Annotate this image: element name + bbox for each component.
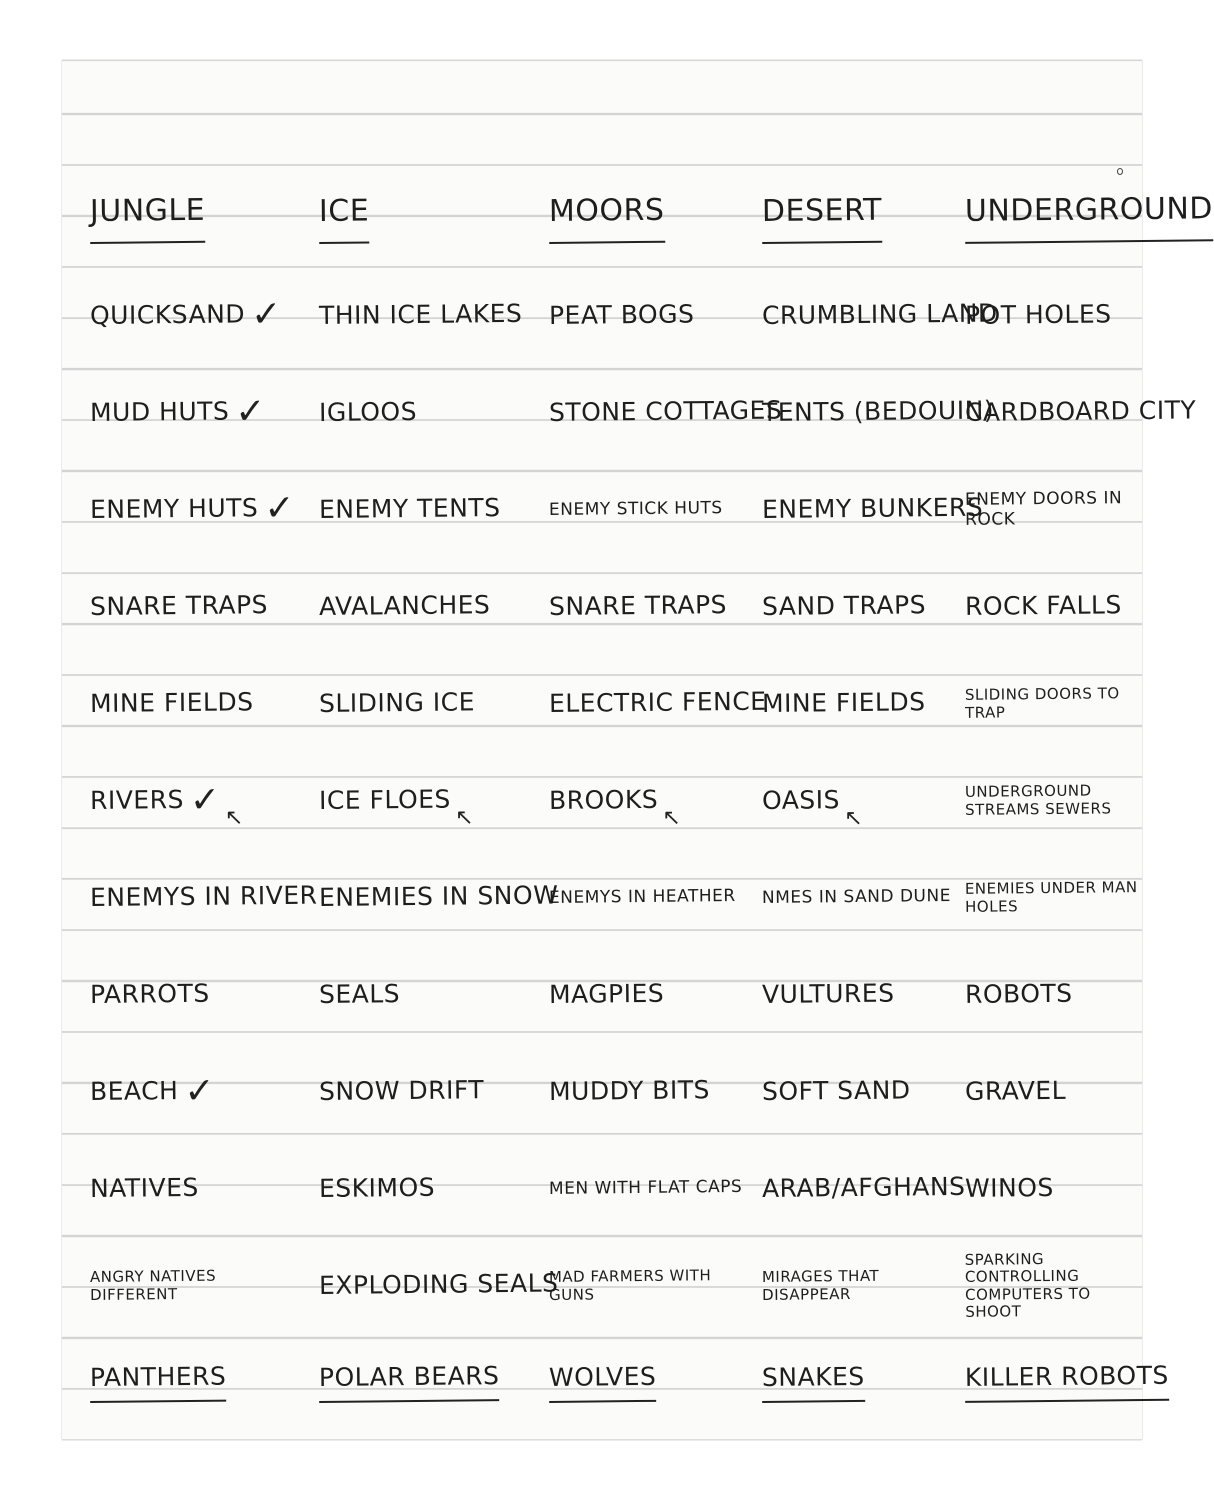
footer-item bbox=[526, 1333, 752, 1432]
list-item-text: NMES IN SAND DUNE bbox=[761, 885, 951, 908]
list-item-text: VULTURES bbox=[761, 978, 895, 1010]
list-item-text: THIN ICE LAKES bbox=[318, 298, 523, 331]
list-item bbox=[751, 945, 957, 1044]
list-item bbox=[526, 1236, 752, 1335]
list-item bbox=[71, 266, 297, 365]
list-item bbox=[71, 460, 297, 559]
list-item-text: ROCK FALLS bbox=[964, 590, 1122, 622]
list-item-text: SNARE TRAPS bbox=[548, 590, 728, 622]
list-item bbox=[296, 363, 527, 462]
list-item-text: ENEMYS IN RIVER bbox=[89, 880, 318, 913]
list-item bbox=[956, 751, 1142, 850]
list-item bbox=[751, 363, 995, 462]
list-item bbox=[956, 1236, 1142, 1335]
list-item bbox=[751, 848, 957, 947]
footer-item bbox=[296, 1333, 527, 1432]
list-item bbox=[296, 1139, 527, 1238]
list-item bbox=[956, 266, 1142, 365]
list-item bbox=[751, 1042, 957, 1141]
list-item bbox=[956, 363, 1197, 462]
list-item-text: QUICKSAND bbox=[89, 299, 246, 331]
list-item-text: ROBOTS bbox=[964, 978, 1073, 1010]
list-item-text: ENEMY STICK HUTS bbox=[548, 497, 723, 520]
list-item-text: SPARKING CONTROLLING COMPUTERS TO SHOOT bbox=[964, 1250, 1091, 1321]
list-item-text: WINOS bbox=[964, 1173, 1054, 1204]
list-item-text: AVALANCHES bbox=[318, 590, 491, 622]
list-item bbox=[956, 557, 1142, 656]
list-item-text: ANGRY NATIVES DIFFERENT bbox=[89, 1266, 217, 1304]
list-item bbox=[71, 945, 297, 1044]
list-item bbox=[956, 848, 1142, 947]
column-header bbox=[296, 169, 527, 268]
list-item-text: SEALS bbox=[318, 979, 401, 1010]
list-item-text: RIVERS bbox=[89, 785, 185, 816]
list-item-text: SLIDING DOORS TO TRAP bbox=[964, 684, 1120, 722]
list-item-text: GRAVEL bbox=[964, 1075, 1067, 1107]
list-item bbox=[956, 460, 1142, 559]
list-item bbox=[526, 266, 752, 365]
list-item bbox=[526, 654, 767, 753]
footer-item bbox=[751, 1333, 957, 1432]
list-item-text: OASIS bbox=[761, 785, 841, 816]
list-item bbox=[526, 751, 752, 850]
list-item-text: ENEMY HUTS bbox=[89, 493, 259, 525]
list-item bbox=[751, 460, 984, 559]
list-item bbox=[956, 945, 1142, 1044]
list-item-text: MINE FIELDS bbox=[761, 687, 926, 719]
list-item-text: MAGPIES bbox=[548, 978, 665, 1010]
arrow-up-left-icon: ↖ bbox=[224, 805, 244, 831]
list-item bbox=[296, 557, 527, 656]
list-item-text: CARDBOARD CITY bbox=[964, 395, 1197, 428]
list-item bbox=[751, 266, 998, 365]
list-item bbox=[526, 945, 752, 1044]
list-item bbox=[71, 557, 297, 656]
footer-item bbox=[956, 1333, 1169, 1432]
list-item-text: NATIVES bbox=[89, 1172, 199, 1204]
list-item-text: CRUMBLING LAND bbox=[761, 298, 998, 331]
list-item bbox=[296, 751, 527, 850]
list-item-text: SNOW DRIFT bbox=[318, 1075, 485, 1107]
list-item bbox=[751, 1139, 966, 1238]
column-header-text: DESERT bbox=[762, 194, 883, 244]
list-item bbox=[296, 1236, 559, 1335]
list-item bbox=[71, 1042, 297, 1141]
arrow-up-left-icon: ↖ bbox=[662, 805, 682, 831]
list-item-text: ENEMYS IN HEATHER bbox=[548, 885, 736, 908]
list-item-text: MINE FIELDS bbox=[89, 687, 254, 719]
list-item-text: POT HOLES bbox=[964, 299, 1112, 331]
list-item-text: ENEMIES IN SNOW bbox=[318, 880, 559, 913]
arrow-up-left-icon: ↖ bbox=[844, 805, 864, 832]
list-item-text: BEACH bbox=[89, 1076, 179, 1107]
checkmark-icon: ✓ bbox=[264, 487, 296, 530]
list-item-text: STONE COTTAGES bbox=[548, 395, 783, 428]
list-item bbox=[296, 654, 527, 753]
footer-item bbox=[71, 1333, 297, 1432]
list-item-text: PEAT BOGS bbox=[548, 299, 695, 331]
footer-item-text: KILLER ROBOTS bbox=[965, 1362, 1169, 1403]
list-item-text: SNARE TRAPS bbox=[89, 590, 269, 622]
list-item bbox=[956, 1139, 1142, 1238]
list-item bbox=[296, 460, 527, 559]
list-item bbox=[526, 363, 783, 462]
list-item bbox=[296, 848, 559, 947]
list-item bbox=[296, 266, 527, 365]
footer-item-text: PANTHERS bbox=[90, 1363, 227, 1403]
list-item bbox=[71, 363, 297, 462]
list-item-text: MUDDY BITS bbox=[548, 1075, 711, 1107]
footer-item-text: POLAR BEARS bbox=[319, 1362, 500, 1403]
list-item-text: PARROTS bbox=[89, 978, 210, 1010]
list-item-text: IGLOOS bbox=[318, 397, 418, 428]
list-item-text: ELECTRIC FENCE bbox=[548, 686, 767, 719]
checkmark-icon: ✓ bbox=[235, 391, 267, 433]
list-item bbox=[751, 1236, 957, 1335]
column-header bbox=[526, 169, 752, 268]
handwritten-list-grid bbox=[72, 170, 1214, 1430]
list-item-text: ICE FLOES bbox=[318, 784, 451, 816]
checkmark-icon: ✓ bbox=[250, 293, 282, 336]
column-header-text: MOORS bbox=[549, 194, 665, 244]
list-item-text: SLIDING ICE bbox=[318, 687, 476, 719]
list-item bbox=[71, 848, 318, 947]
footer-item-text: SNAKES bbox=[762, 1363, 865, 1403]
list-item bbox=[751, 751, 957, 850]
footer-item-text: WOLVES bbox=[549, 1363, 657, 1403]
list-item-text: MUD HUTS bbox=[89, 396, 230, 428]
list-item-text: ENEMY BUNKERS bbox=[761, 492, 984, 525]
list-item bbox=[71, 1139, 297, 1238]
list-item bbox=[71, 1236, 297, 1335]
list-item-text: MEN WITH FLAT CAPS bbox=[548, 1176, 743, 1199]
list-item bbox=[526, 557, 752, 656]
list-item-text: SOFT SAND bbox=[761, 1075, 911, 1107]
list-item bbox=[526, 848, 752, 947]
list-item-text: SAND TRAPS bbox=[761, 590, 927, 622]
column-header-text: UNDERGROUND bbox=[965, 193, 1214, 244]
list-item-text: MAD FARMERS WITH GUNS bbox=[548, 1266, 712, 1304]
checkmark-icon: ✓ bbox=[189, 779, 221, 821]
list-item bbox=[526, 1042, 752, 1141]
list-item-text: TENTS (BEDOUIN) bbox=[761, 395, 995, 428]
column-header bbox=[956, 169, 1214, 268]
list-item bbox=[956, 1042, 1142, 1141]
list-item bbox=[956, 654, 1142, 753]
arrow-up-left-icon: ↖ bbox=[454, 805, 475, 831]
list-item-text: BROOKS bbox=[548, 784, 659, 816]
list-item bbox=[296, 1042, 527, 1141]
list-item-text: ENEMY DOORS IN ROCK bbox=[964, 488, 1123, 530]
column-header bbox=[71, 169, 297, 268]
list-item bbox=[71, 751, 297, 850]
list-item bbox=[526, 1139, 752, 1238]
list-item bbox=[296, 945, 527, 1044]
list-item-text: EXPLODING SEALS bbox=[318, 1268, 559, 1301]
list-item bbox=[71, 654, 297, 753]
list-item bbox=[751, 654, 957, 753]
column-header-text: ICE bbox=[319, 195, 370, 244]
list-item-text: ENEMY TENTS bbox=[318, 493, 501, 525]
list-item-text: ESKIMOS bbox=[318, 1172, 436, 1204]
list-item-text: ENEMIES UNDER MAN HOLES bbox=[964, 878, 1138, 916]
list-item-text: ARAB/AFGHANS bbox=[761, 1171, 966, 1204]
list-item-text: MIRAGES THAT DISAPPEAR bbox=[761, 1266, 880, 1304]
column-header-text: JUNGLE bbox=[90, 194, 206, 244]
column-header bbox=[751, 169, 957, 268]
list-item bbox=[751, 557, 957, 656]
checkmark-icon: ✓ bbox=[184, 1070, 216, 1113]
list-item bbox=[526, 460, 752, 559]
list-item-text: UNDERGROUND STREAMS SEWERS bbox=[964, 781, 1112, 819]
